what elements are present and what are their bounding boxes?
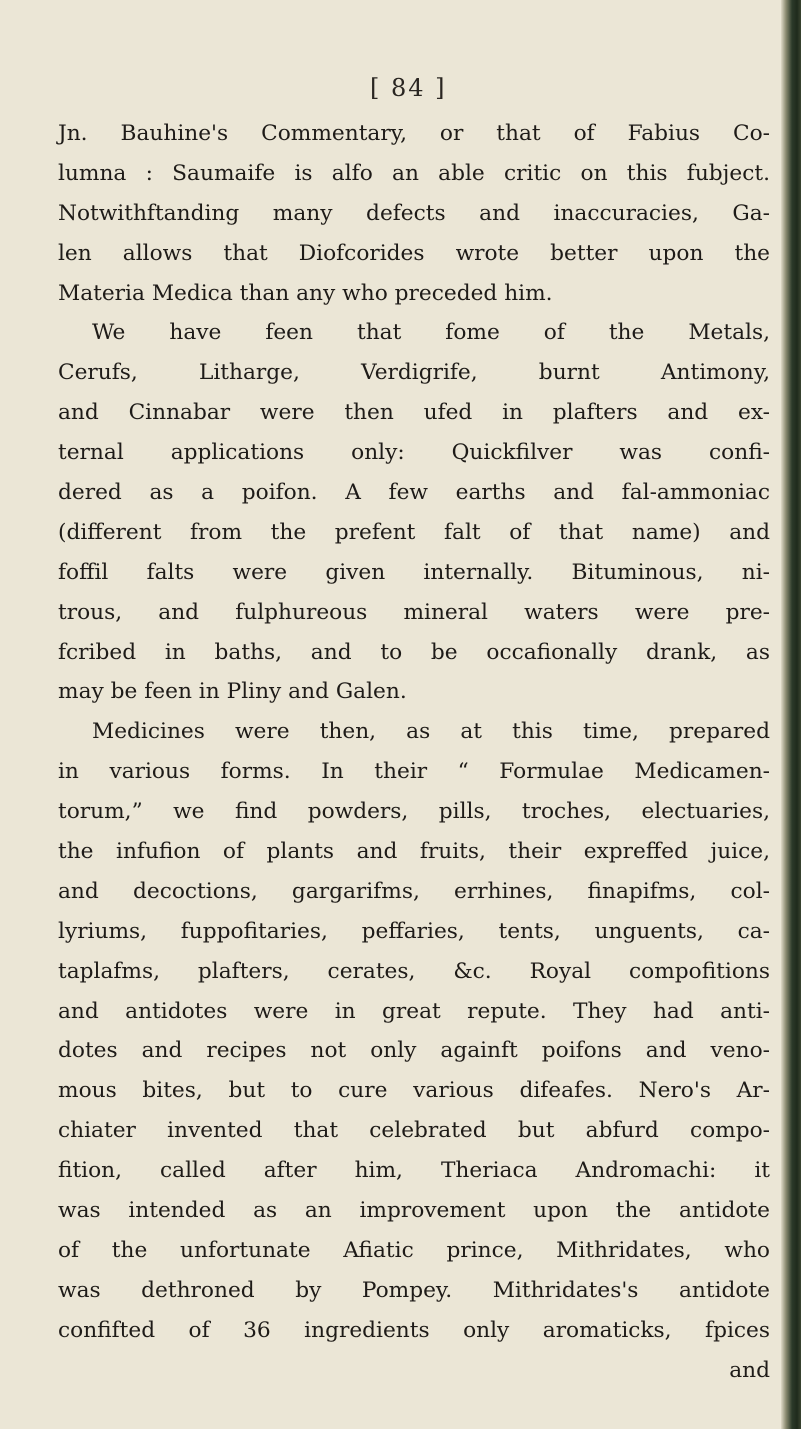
text-line: in various forms. In their “ Formulae Medicamen-: [58, 759, 770, 785]
text-line: Materia Medica than any who preceded him.: [58, 280, 553, 306]
text-line: fition, called after him, Theriaca Andromachi: it: [58, 1158, 770, 1184]
text-line: Cerufs, Litharge, Verdigrife, burnt Antimony,: [58, 360, 770, 386]
text-line: dered as a poifon. A few earths and fal-ammoniac: [58, 480, 770, 506]
text-line: the infufion of plants and fruits, their expreffed juice,: [58, 839, 770, 865]
text-line: and decoctions, gargarifms, errhines, finapifms, col-: [58, 878, 770, 904]
text-line: fcribed in baths, and to be occafionally drank, as: [58, 639, 770, 665]
text-line: (different from the prefent falt of that name) and: [58, 519, 770, 545]
text-line: len allows that Diofcorides wrote better upon the: [58, 240, 770, 266]
text-line: was dethroned by Pompey. Mithridates's antidote: [58, 1277, 770, 1303]
text-line: Notwithftanding many defects and inaccuracies, Ga-: [58, 200, 770, 226]
text-line: may be feen in Pliny and Galen.: [58, 679, 407, 705]
paragraph-start-line: Medicines were then, as at this time, prepared: [92, 719, 770, 745]
body-text: [58, 114, 770, 1391]
text-line: lumna : Saumaife is alfo an able critic on this fubject.: [58, 160, 770, 186]
text-line: foffil falts were given internally. Bituminous, ni-: [58, 559, 770, 585]
text-line: mous bites, but to cure various difeafes. Nero's Ar-: [58, 1078, 770, 1104]
text-line: and antidotes were in great repute. They had anti-: [58, 998, 770, 1024]
text-line: trous, and fulphureous mineral waters were pre-: [58, 599, 770, 625]
text-line: Jn. Bauhine's Commentary, or that of Fabius Co-: [58, 121, 770, 146]
text-line: lyriums, fuppofitaries, peffaries, tents, unguents, ca-: [58, 918, 770, 944]
text-line: of the unfortunate Afiatic prince, Mithridates, who: [58, 1237, 770, 1263]
catchword: and: [729, 1357, 770, 1383]
text-line: and Cinnabar were then ufed in plafters and ex-: [58, 400, 770, 426]
text-line: taplafms, plafters, cerates, &c. Royal compofitions: [58, 958, 770, 984]
text-line: ternal applications only: Quickfilver was confi-: [58, 440, 770, 466]
paragraph-start-line: We have feen that fome of the Metals,: [92, 320, 770, 346]
text-line: confifted of 36 ingredients only aromaticks, fpices: [58, 1317, 770, 1343]
text-line: dotes and recipes not only againft poifons and veno-: [58, 1038, 770, 1064]
page-binding-edge: [781, 0, 801, 1429]
text-line: chiater invented that celebrated but abfurd compo-: [58, 1118, 770, 1144]
page-number: [ 84 ]: [370, 74, 447, 102]
text-line: was intended as an improvement upon the antidote: [58, 1198, 770, 1224]
text-line: torum,” we find powders, pills, troches, electuaries,: [58, 799, 770, 825]
